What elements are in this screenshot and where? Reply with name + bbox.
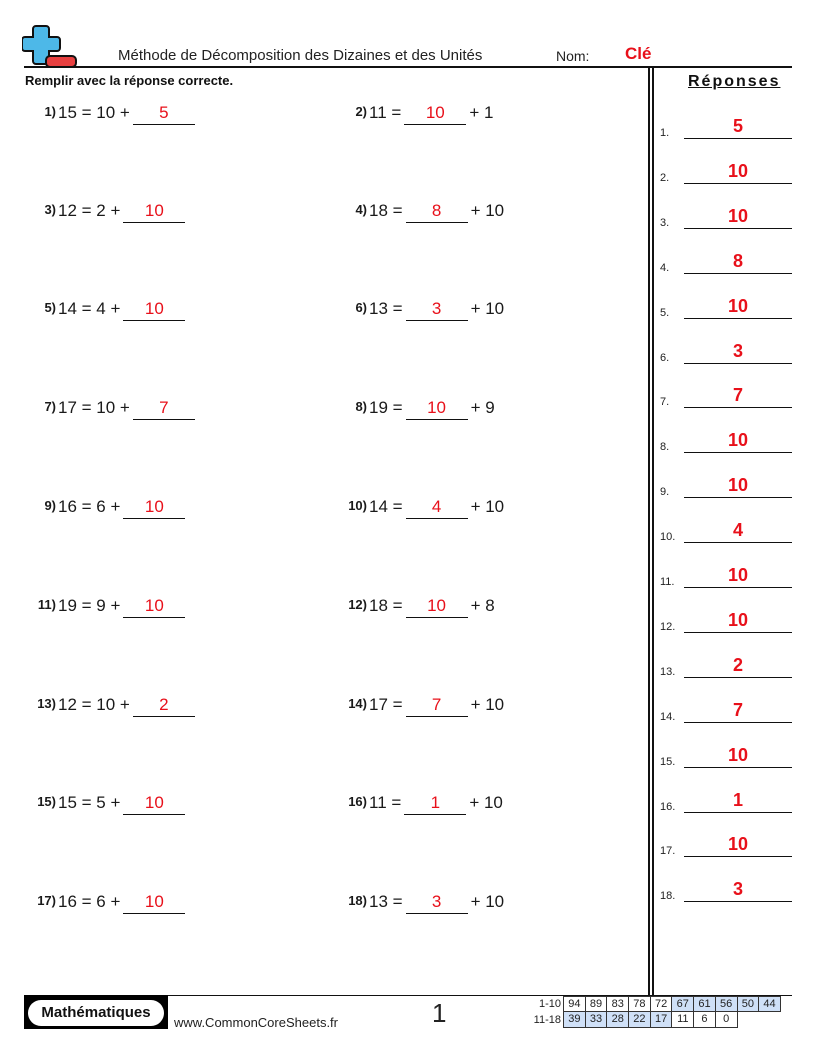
score-cell: 28	[606, 1011, 629, 1028]
score-cell: 22	[628, 1011, 651, 1028]
answer-key-value: 7	[732, 699, 743, 720]
problem-number: 7)	[44, 399, 56, 414]
plus-minus-logo-icon	[22, 24, 78, 68]
site-url: www.CommonCoreSheets.fr	[174, 1015, 338, 1030]
answer-key-value: 10	[727, 430, 749, 451]
score-cell: 0	[715, 1011, 738, 1028]
answer-key-value: 10	[727, 744, 749, 765]
answer-key-value: 10	[727, 205, 749, 226]
brand-label: Mathématiques	[28, 1000, 164, 1026]
problem-number: 10)	[348, 498, 367, 513]
answer-key-value: 5	[732, 116, 743, 136]
problem-expression-left: 15 = 5 +	[58, 793, 121, 812]
score-row-label: 1-10	[538, 998, 561, 1010]
answer-blank[interactable]: 10	[406, 398, 468, 420]
problem-8	[355, 398, 495, 424]
answer-blank[interactable]: 10	[404, 103, 466, 125]
answer-key-item	[660, 378, 792, 408]
problem-number: 4)	[355, 202, 367, 217]
problem-15	[37, 793, 188, 819]
answer-blank[interactable]: 2	[133, 695, 195, 717]
problem-4	[355, 201, 505, 227]
answer-blank[interactable]: 10	[123, 596, 185, 618]
problem-expression-left: 11 =	[369, 793, 402, 812]
answer-key-line	[684, 497, 792, 498]
problem-17	[37, 892, 188, 918]
problem-expression-right: + 10	[470, 892, 505, 911]
problem-13	[37, 695, 198, 721]
answer-key-value: 10	[727, 295, 749, 316]
answer-key-value: 7	[732, 385, 743, 406]
name-value: Clé	[625, 44, 652, 63]
problem-6	[355, 299, 505, 325]
score-cell: 44	[758, 996, 781, 1012]
answer-key-number: 11.	[660, 576, 675, 588]
answer-key-line	[684, 677, 792, 678]
answer-key-number: 17.	[660, 845, 676, 858]
problem-expression-right: + 10	[470, 695, 505, 714]
score-cell: 83	[606, 996, 629, 1012]
score-cell: 17	[650, 1011, 673, 1028]
answer-key-value: 2	[732, 654, 743, 675]
answer-blank[interactable]: 10	[123, 892, 185, 914]
problem-expression-right: + 10	[470, 497, 505, 516]
problem-number: 12)	[348, 597, 367, 612]
answer-key-value: 3	[732, 879, 743, 900]
problem-expression-left: 11 =	[369, 103, 402, 122]
answer-key-line	[684, 767, 792, 768]
problem-number: 9)	[44, 498, 56, 513]
answer-key-number: 12.	[660, 620, 676, 633]
answer-blank[interactable]: 5	[133, 103, 195, 125]
answer-key-value: 10	[727, 565, 749, 585]
problem-expression-left: 19 = 9 +	[58, 596, 121, 615]
answer-key-line	[684, 722, 792, 723]
answer-key-number: 16.	[660, 800, 676, 813]
score-cell: 89	[585, 996, 608, 1012]
answer-key-item	[660, 423, 792, 453]
problem-7	[44, 398, 198, 424]
score-cell: 94	[563, 996, 586, 1012]
answer-key-number: 7.	[660, 396, 670, 409]
worksheet-title: Méthode de Décomposition des Dizaines et des Unités	[118, 47, 483, 64]
answer-key-item	[660, 648, 792, 678]
answer-key-number: 4.	[660, 261, 670, 274]
problem-expression-left: 16 = 6 +	[58, 497, 121, 516]
name-label: Nom:	[556, 48, 590, 64]
answer-key-value: 3	[732, 340, 743, 361]
answer-key-line	[684, 856, 792, 857]
problem-expression-right: + 8	[470, 596, 495, 615]
score-cell: 61	[693, 996, 716, 1012]
answer-key-line	[684, 632, 792, 633]
answer-key-number: 2.	[660, 171, 670, 184]
answer-key-item	[660, 827, 792, 857]
answer-key-item	[660, 199, 792, 229]
problem-expression-left: 12 = 2 +	[58, 201, 121, 220]
problem-number: 8)	[355, 399, 367, 414]
score-cell: 33	[585, 1011, 608, 1028]
problem-number: 18)	[348, 893, 367, 908]
answer-key-item	[660, 603, 792, 633]
problem-expression-left: 17 = 10 +	[58, 398, 130, 417]
answer-key-number: 8.	[660, 441, 670, 454]
answer-key-number: 15.	[660, 755, 676, 768]
answer-key-item	[660, 154, 792, 184]
problem-5	[44, 299, 188, 325]
score-cell: 78	[628, 996, 651, 1012]
answer-blank[interactable]: 10	[123, 201, 185, 223]
answer-key-item	[660, 738, 792, 768]
answer-key-line	[684, 542, 792, 543]
answer-blank[interactable]: 10	[123, 793, 185, 815]
answer-key-line	[684, 318, 792, 319]
problem-number: 14)	[348, 696, 367, 711]
problem-number: 2)	[355, 104, 367, 119]
answer-blank[interactable]: 7	[406, 695, 468, 717]
problem-expression-left: 14 = 4 +	[58, 299, 121, 318]
answer-key-item	[660, 558, 792, 588]
column-divider	[648, 67, 650, 996]
answer-key-item	[660, 468, 792, 498]
problem-expression-left: 18 =	[369, 596, 403, 615]
answer-key-line	[684, 587, 792, 588]
answer-blank[interactable]: 10	[123, 299, 185, 321]
problem-16	[348, 793, 503, 819]
answer-key-line	[684, 812, 792, 813]
problem-expression-left: 12 = 10 +	[58, 695, 130, 714]
answer-key-value: 8	[732, 250, 743, 271]
problem-number: 16)	[348, 794, 367, 809]
answer-key-line	[684, 363, 792, 364]
instructions: Remplir avec la réponse correcte.	[25, 73, 234, 88]
answer-key-number: 9.	[660, 486, 670, 499]
answer-key-item	[660, 334, 792, 364]
answers-heading: Réponses	[688, 73, 781, 90]
answer-key-number: 1.	[660, 127, 670, 139]
problem-number: 3)	[44, 202, 56, 217]
problem-expression-right: + 10	[470, 201, 505, 220]
score-cell: 67	[671, 996, 694, 1012]
problem-expression-right: + 9	[470, 398, 495, 417]
answer-blank[interactable]: 1	[404, 793, 466, 815]
answer-key-item	[660, 289, 792, 319]
answer-key-item	[660, 872, 792, 902]
answer-key-line	[684, 273, 792, 274]
answer-key-line	[684, 407, 792, 408]
problem-11	[37, 596, 188, 622]
problem-number: 1)	[44, 104, 56, 119]
answer-key-value: 10	[727, 160, 749, 181]
answer-key-item	[660, 244, 792, 274]
answer-blank[interactable]: 8	[406, 201, 468, 223]
answer-blank[interactable]: 3	[406, 892, 468, 914]
problem-number: 15)	[37, 794, 56, 809]
answer-key-number: 3.	[660, 216, 670, 229]
answer-key-line	[684, 452, 792, 453]
score-cell: 72	[650, 996, 673, 1012]
score-row	[528, 996, 781, 1012]
column-divider	[652, 67, 654, 996]
score-cell: 50	[737, 996, 760, 1012]
answer-key-number: 13.	[660, 665, 676, 678]
answer-key-line	[684, 901, 792, 902]
answer-key-line	[684, 138, 792, 139]
problem-9	[44, 497, 188, 523]
problem-expression-right: + 10	[469, 793, 503, 812]
answer-blank[interactable]: 10	[406, 596, 468, 618]
problem-expression-left: 16 = 6 +	[58, 892, 121, 911]
answer-key-item	[660, 109, 792, 139]
answer-blank[interactable]: 3	[406, 299, 468, 321]
answer-key-value: 10	[727, 834, 749, 855]
problem-10	[348, 497, 505, 523]
page-number: 1	[432, 998, 447, 1028]
problem-number: 11)	[37, 597, 56, 612]
answer-blank[interactable]: 4	[406, 497, 468, 519]
answer-blank[interactable]: 7	[133, 398, 195, 420]
answer-key-value: 4	[732, 520, 743, 541]
problem-12	[348, 596, 495, 622]
score-table	[528, 996, 781, 1028]
answer-key-item	[660, 783, 792, 813]
problem-expression-right: + 10	[470, 299, 505, 318]
answer-key-number: 14.	[660, 710, 676, 723]
header-rule	[24, 66, 792, 68]
score-cell: 39	[563, 1011, 586, 1028]
score-cell: 11	[671, 1011, 694, 1028]
answer-key-line	[684, 228, 792, 229]
problem-number: 6)	[355, 300, 367, 315]
problem-expression-left: 18 =	[369, 201, 403, 220]
problem-2	[355, 103, 494, 129]
problem-number: 13)	[37, 696, 56, 711]
answer-key-item	[660, 513, 792, 543]
problem-expression-left: 13 =	[369, 299, 403, 318]
score-cell: 6	[693, 1011, 716, 1028]
answer-key-number: 18.	[660, 890, 676, 903]
problem-3	[44, 201, 188, 227]
problem-1	[44, 103, 198, 129]
problem-expression-left: 15 = 10 +	[58, 103, 130, 122]
problem-number: 5)	[44, 300, 56, 315]
answer-key-value: 10	[727, 609, 749, 630]
problem-expression-right: + 1	[469, 103, 494, 122]
score-row	[528, 1012, 781, 1028]
answer-key-number: 6.	[660, 351, 670, 364]
problem-expression-left: 13 =	[369, 892, 403, 911]
problem-14	[348, 695, 505, 721]
answer-key-item	[660, 693, 792, 723]
problem-expression-left: 19 =	[369, 398, 403, 417]
answer-key-number: 5.	[660, 306, 670, 319]
score-row-label: 11-18	[533, 1014, 561, 1026]
answer-key-value: 10	[727, 475, 749, 496]
answer-blank[interactable]: 10	[123, 497, 185, 519]
answer-key-line	[684, 183, 792, 184]
problem-number: 17)	[37, 893, 56, 908]
problem-expression-left: 14 =	[369, 497, 403, 516]
score-cell: 56	[715, 996, 738, 1012]
problem-expression-left: 17 =	[369, 695, 403, 714]
answer-key-number: 10.	[660, 531, 676, 544]
problem-18	[348, 892, 505, 918]
answer-key-value: 1	[732, 789, 743, 810]
